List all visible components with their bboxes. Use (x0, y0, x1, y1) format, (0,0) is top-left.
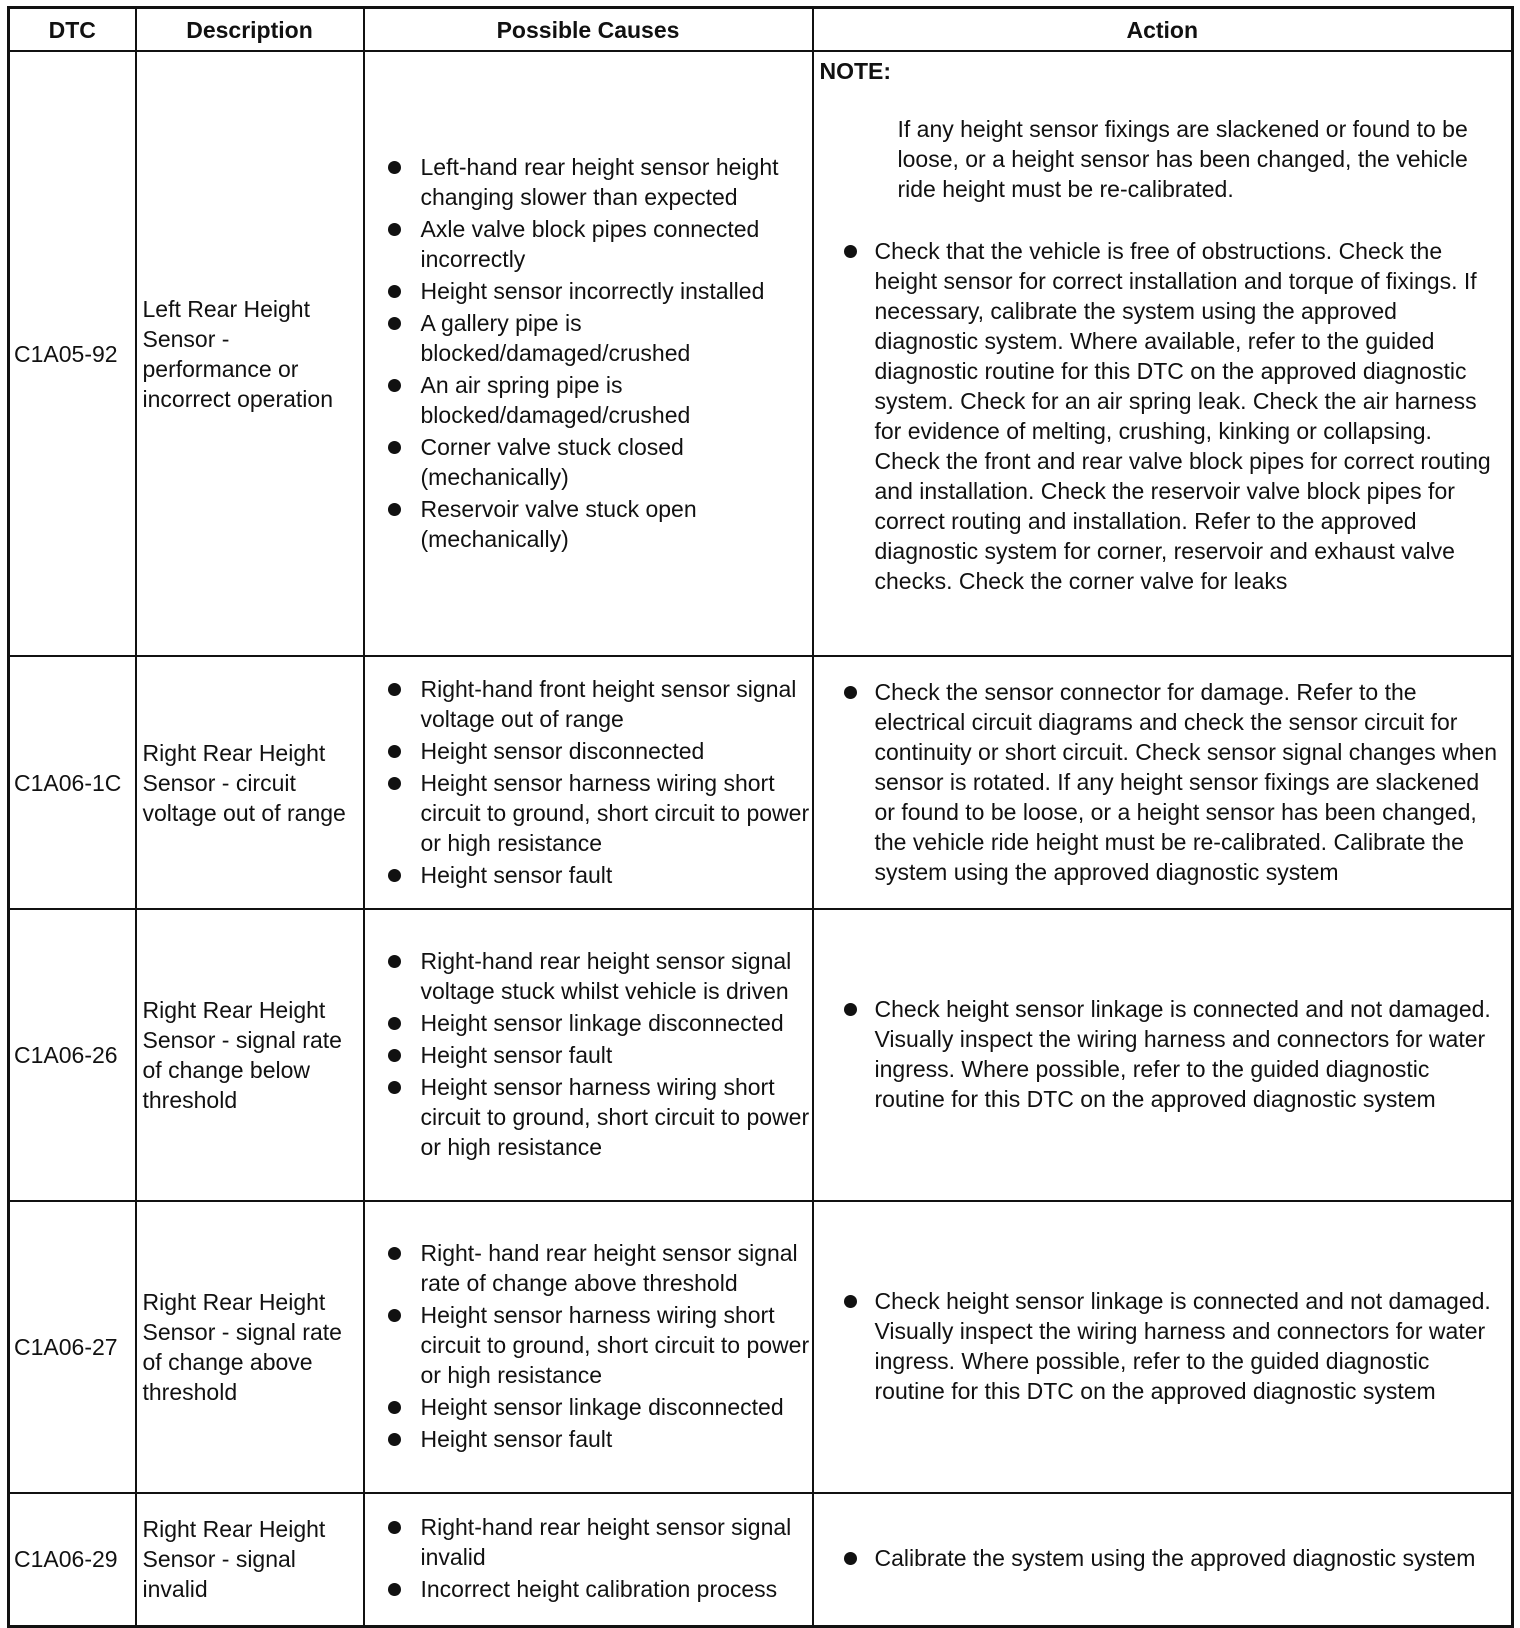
cause-item: Corner valve stuck closed (mechanically) (371, 432, 810, 492)
cause-item: Height sensor harness wiring short circuit to ground, short circuit to power or high resistance (371, 1300, 810, 1390)
header-action: Action (813, 8, 1513, 52)
table-row (9, 656, 1513, 909)
dtc-table (7, 6, 1514, 1628)
note-title: NOTE: (819, 58, 892, 84)
table-row (9, 909, 1513, 1201)
cause-item: Right- hand rear height sensor signal rate of change above threshold (371, 1238, 810, 1298)
cause-item: Height sensor harness wiring short circuit to ground, short circuit to power or high resistance (371, 1072, 810, 1162)
action-cell (813, 656, 1513, 909)
action-item: Check the sensor connector for damage. Refer to the electrical circuit diagrams and check the sensor circuit for continuity or short circuit. Check sensor signal changes when sensor is rotated. If any height sensor fixings are slackened or found to be loose, or a height sensor has been changed, the vehicle ride height must be re-calibrated. Calibrate the system using the approved diagnostic system (820, 677, 1504, 887)
action-cell (813, 1493, 1513, 1626)
action-cell (813, 1201, 1513, 1493)
cause-item: Height sensor disconnected (371, 736, 810, 766)
dtc-code: C1A06-27 (9, 1201, 136, 1493)
action-cell (813, 909, 1513, 1201)
possible-causes (364, 1201, 813, 1493)
cause-item: An air spring pipe is blocked/damaged/crushed (371, 370, 810, 430)
dtc-description: Right Rear Height Sensor - circuit voltage out of range (136, 656, 364, 909)
cause-item: Height sensor incorrectly installed (371, 276, 810, 306)
cause-item: Axle valve block pipes connected incorrectly (371, 214, 810, 274)
dtc-code: C1A05-92 (9, 51, 136, 656)
dtc-code: C1A06-26 (9, 909, 136, 1201)
cause-item: Right-hand rear height sensor signal invalid (371, 1512, 810, 1572)
cause-item: Left-hand rear height sensor height changing slower than expected (371, 152, 810, 212)
action-item: Calibrate the system using the approved diagnostic system (820, 1543, 1504, 1573)
cause-item: Reservoir valve stuck open (mechanically) (371, 494, 810, 554)
cause-item: Right-hand front height sensor signal voltage out of range (371, 674, 810, 734)
action-cell (813, 51, 1513, 656)
action-item: Check that the vehicle is free of obstructions. Check the height sensor for correct installation and torque of fixings. If necessary, calibrate the system using the approved diagnostic system. Where available, refer to the guided diagnostic routine for this DTC on the approved diagnostic system. Check for an air spring leak. Check the air harness for evidence of melting, crushing, kinking or collapsing. Check the front and rear valve block pipes for correct routing and installation. Check the reservoir valve block pipes for correct routing and installation. Refer to the approved diagnostic system for corner, reservoir and exhaust valve checks. Check the corner valve for leaks (820, 236, 1504, 596)
dtc-description: Right Rear Height Sensor - signal invalid (136, 1493, 364, 1626)
possible-causes (364, 909, 813, 1201)
possible-causes (364, 51, 813, 656)
table-row (9, 51, 1513, 656)
cause-item: Height sensor fault (371, 860, 810, 890)
dtc-description: Left Rear Height Sensor - performance or incorrect operation (136, 51, 364, 656)
note-body: If any height sensor fixings are slackened or found to be loose, or a height sensor has been changed, the vehicle ride height must be re-calibrated. (897, 116, 1468, 202)
cause-item: Height sensor linkage disconnected (371, 1008, 810, 1038)
cause-item: Incorrect height calibration process (371, 1574, 810, 1604)
possible-causes (364, 1493, 813, 1626)
header-possible-causes: Possible Causes (364, 8, 813, 52)
header-description: Description (136, 8, 364, 52)
possible-causes (364, 656, 813, 909)
table-row (9, 1493, 1513, 1626)
cause-item: Height sensor fault (371, 1424, 810, 1454)
header-row (9, 8, 1513, 52)
dtc-description: Right Rear Height Sensor - signal rate of change above threshold (136, 1201, 364, 1493)
dtc-code: C1A06-29 (9, 1493, 136, 1626)
action-item: Check height sensor linkage is connected and not damaged. Visually inspect the wiring harness and connectors for water ingress. Where possible, refer to the guided diagnostic routine for this DTC on the approved diagnostic system (820, 1286, 1504, 1406)
cause-item: A gallery pipe is blocked/damaged/crushed (371, 308, 810, 368)
cause-item: Height sensor fault (371, 1040, 810, 1070)
cause-item: Right-hand rear height sensor signal voltage stuck whilst vehicle is driven (371, 946, 810, 1006)
action-item: Check height sensor linkage is connected and not damaged. Visually inspect the wiring harness and connectors for water ingress. Where possible, refer to the guided diagnostic routine for this DTC on the approved diagnostic system (820, 994, 1504, 1114)
dtc-description: Right Rear Height Sensor - signal rate of change below threshold (136, 909, 364, 1201)
cause-item: Height sensor linkage disconnected (371, 1392, 810, 1422)
cause-item: Height sensor harness wiring short circuit to ground, short circuit to power or high resistance (371, 768, 810, 858)
table-row (9, 1201, 1513, 1493)
header-dtc: DTC (9, 8, 136, 52)
dtc-code: C1A06-1C (9, 656, 136, 909)
